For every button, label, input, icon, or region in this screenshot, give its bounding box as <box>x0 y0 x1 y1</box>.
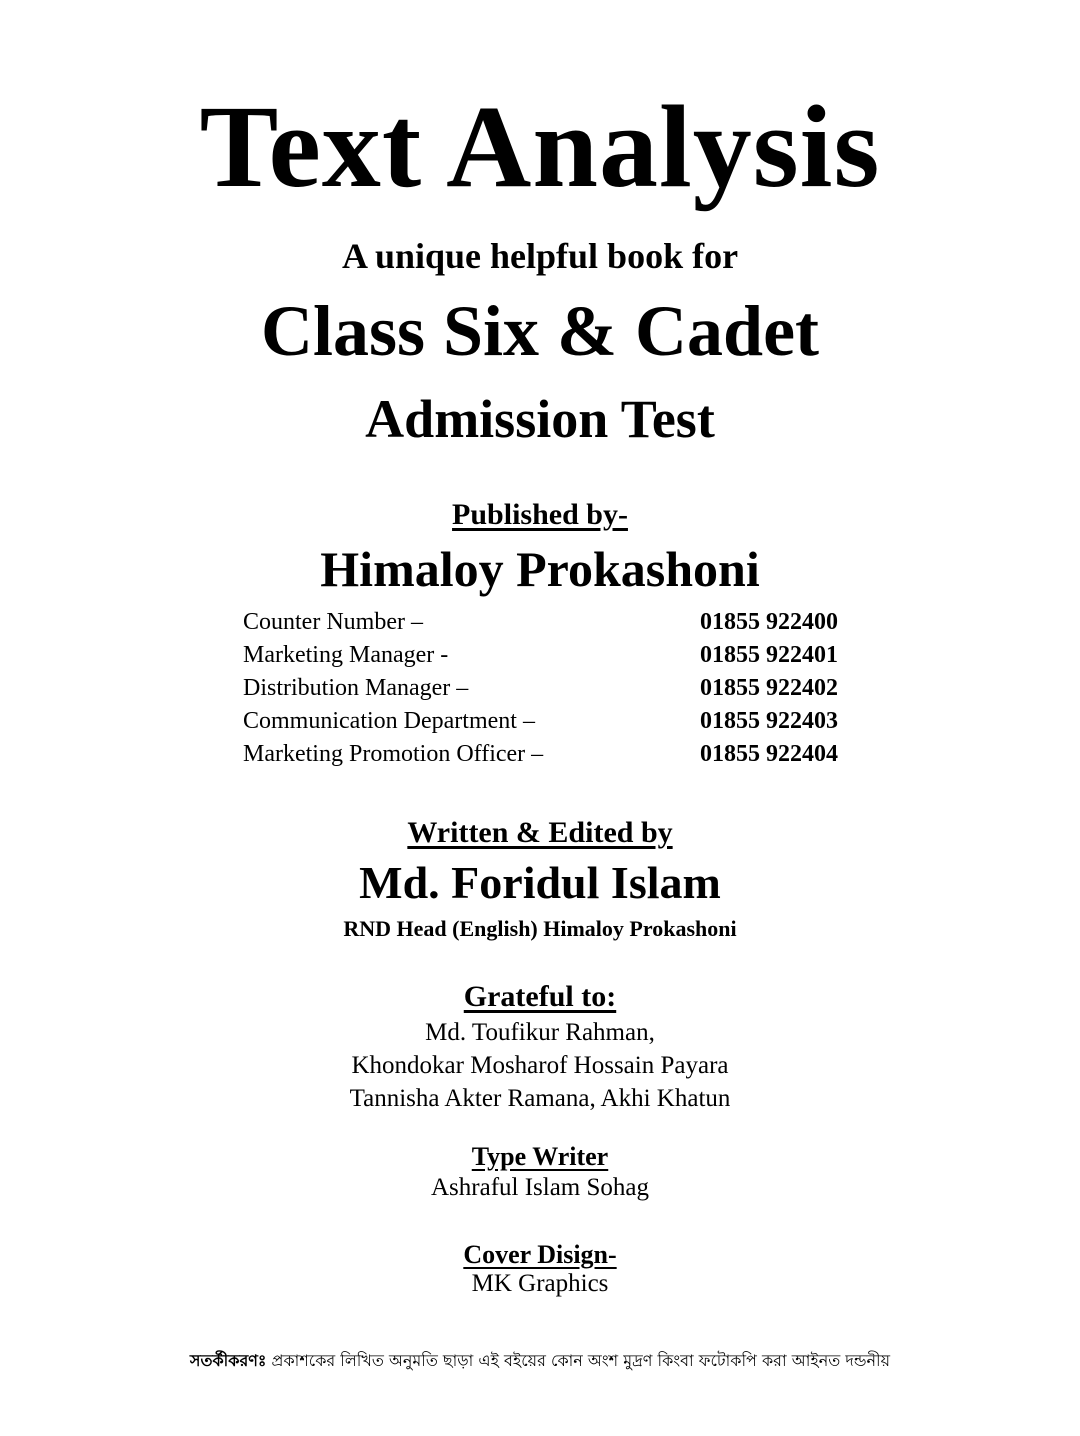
grateful-list <box>0 1016 1080 1115</box>
class-heading: Class Six & Cadet <box>260 291 820 371</box>
cover-designer-name: MK Graphics <box>471 1270 609 1297</box>
contact-row <box>240 606 850 639</box>
contact-row <box>240 705 850 738</box>
contact-list <box>240 606 850 771</box>
grateful-name: Tannisha Akter Ramana, Akhi Khatun <box>349 1085 731 1112</box>
grateful-name: Md. Toufikur Rahman, <box>425 1019 655 1046</box>
author-name: Md. Foridul Islam <box>359 857 721 908</box>
cover-design-label <box>0 1240 1080 1270</box>
contact-role: Counter Number – <box>243 609 423 635</box>
contact-number: 01855 922400 <box>700 609 838 635</box>
contact-number: 01855 922403 <box>700 708 838 734</box>
grateful-label <box>0 980 1080 1014</box>
cover-design-text: Cover Disign- <box>463 1240 617 1269</box>
typewriter-text: Type Writer <box>471 1142 609 1171</box>
published-by-text: Published by- <box>452 498 628 531</box>
warning-label: সতর্কীকরণঃ <box>189 1351 267 1370</box>
contact-role: Communication Department – <box>243 708 535 734</box>
contact-number: 01855 922402 <box>700 675 838 701</box>
written-by-text: Written & Edited by <box>407 816 673 849</box>
contact-row <box>240 672 850 705</box>
grateful-name: Khondokar Mosharof Hossain Payara <box>351 1052 729 1079</box>
publisher-name: Himaloy Prokashoni <box>320 541 760 597</box>
book-subtitle: A unique helpful book for <box>341 236 739 276</box>
contact-number: 01855 922404 <box>700 741 838 767</box>
typewriter-label <box>0 1142 1080 1172</box>
contact-role: Distribution Manager – <box>243 675 469 701</box>
grateful-text: Grateful to: <box>463 980 617 1013</box>
contact-row <box>240 738 850 771</box>
written-by-label <box>0 816 1080 850</box>
contact-row <box>240 639 850 672</box>
admission-heading: Admission Test <box>365 389 715 449</box>
published-by-label <box>0 498 1080 532</box>
contact-number: 01855 922401 <box>700 642 838 668</box>
contact-role: Marketing Manager - <box>243 642 449 668</box>
book-title: Text Analysis <box>199 81 881 212</box>
typewriter-name: Ashraful Islam Sohag <box>430 1174 650 1201</box>
contact-role: Marketing Promotion Officer – <box>243 741 544 767</box>
copyright-warning <box>0 1348 1080 1375</box>
author-role: RND Head (English) Himaloy Prokashoni <box>343 916 737 941</box>
warning-text: প্রকাশকের লিখিত অনুমতি ছাড়া এই বইয়ের কোন অংশ মুদ্রণ কিংবা ফটোকপি করা আইনত দন্ডনীয় <box>266 1351 891 1370</box>
